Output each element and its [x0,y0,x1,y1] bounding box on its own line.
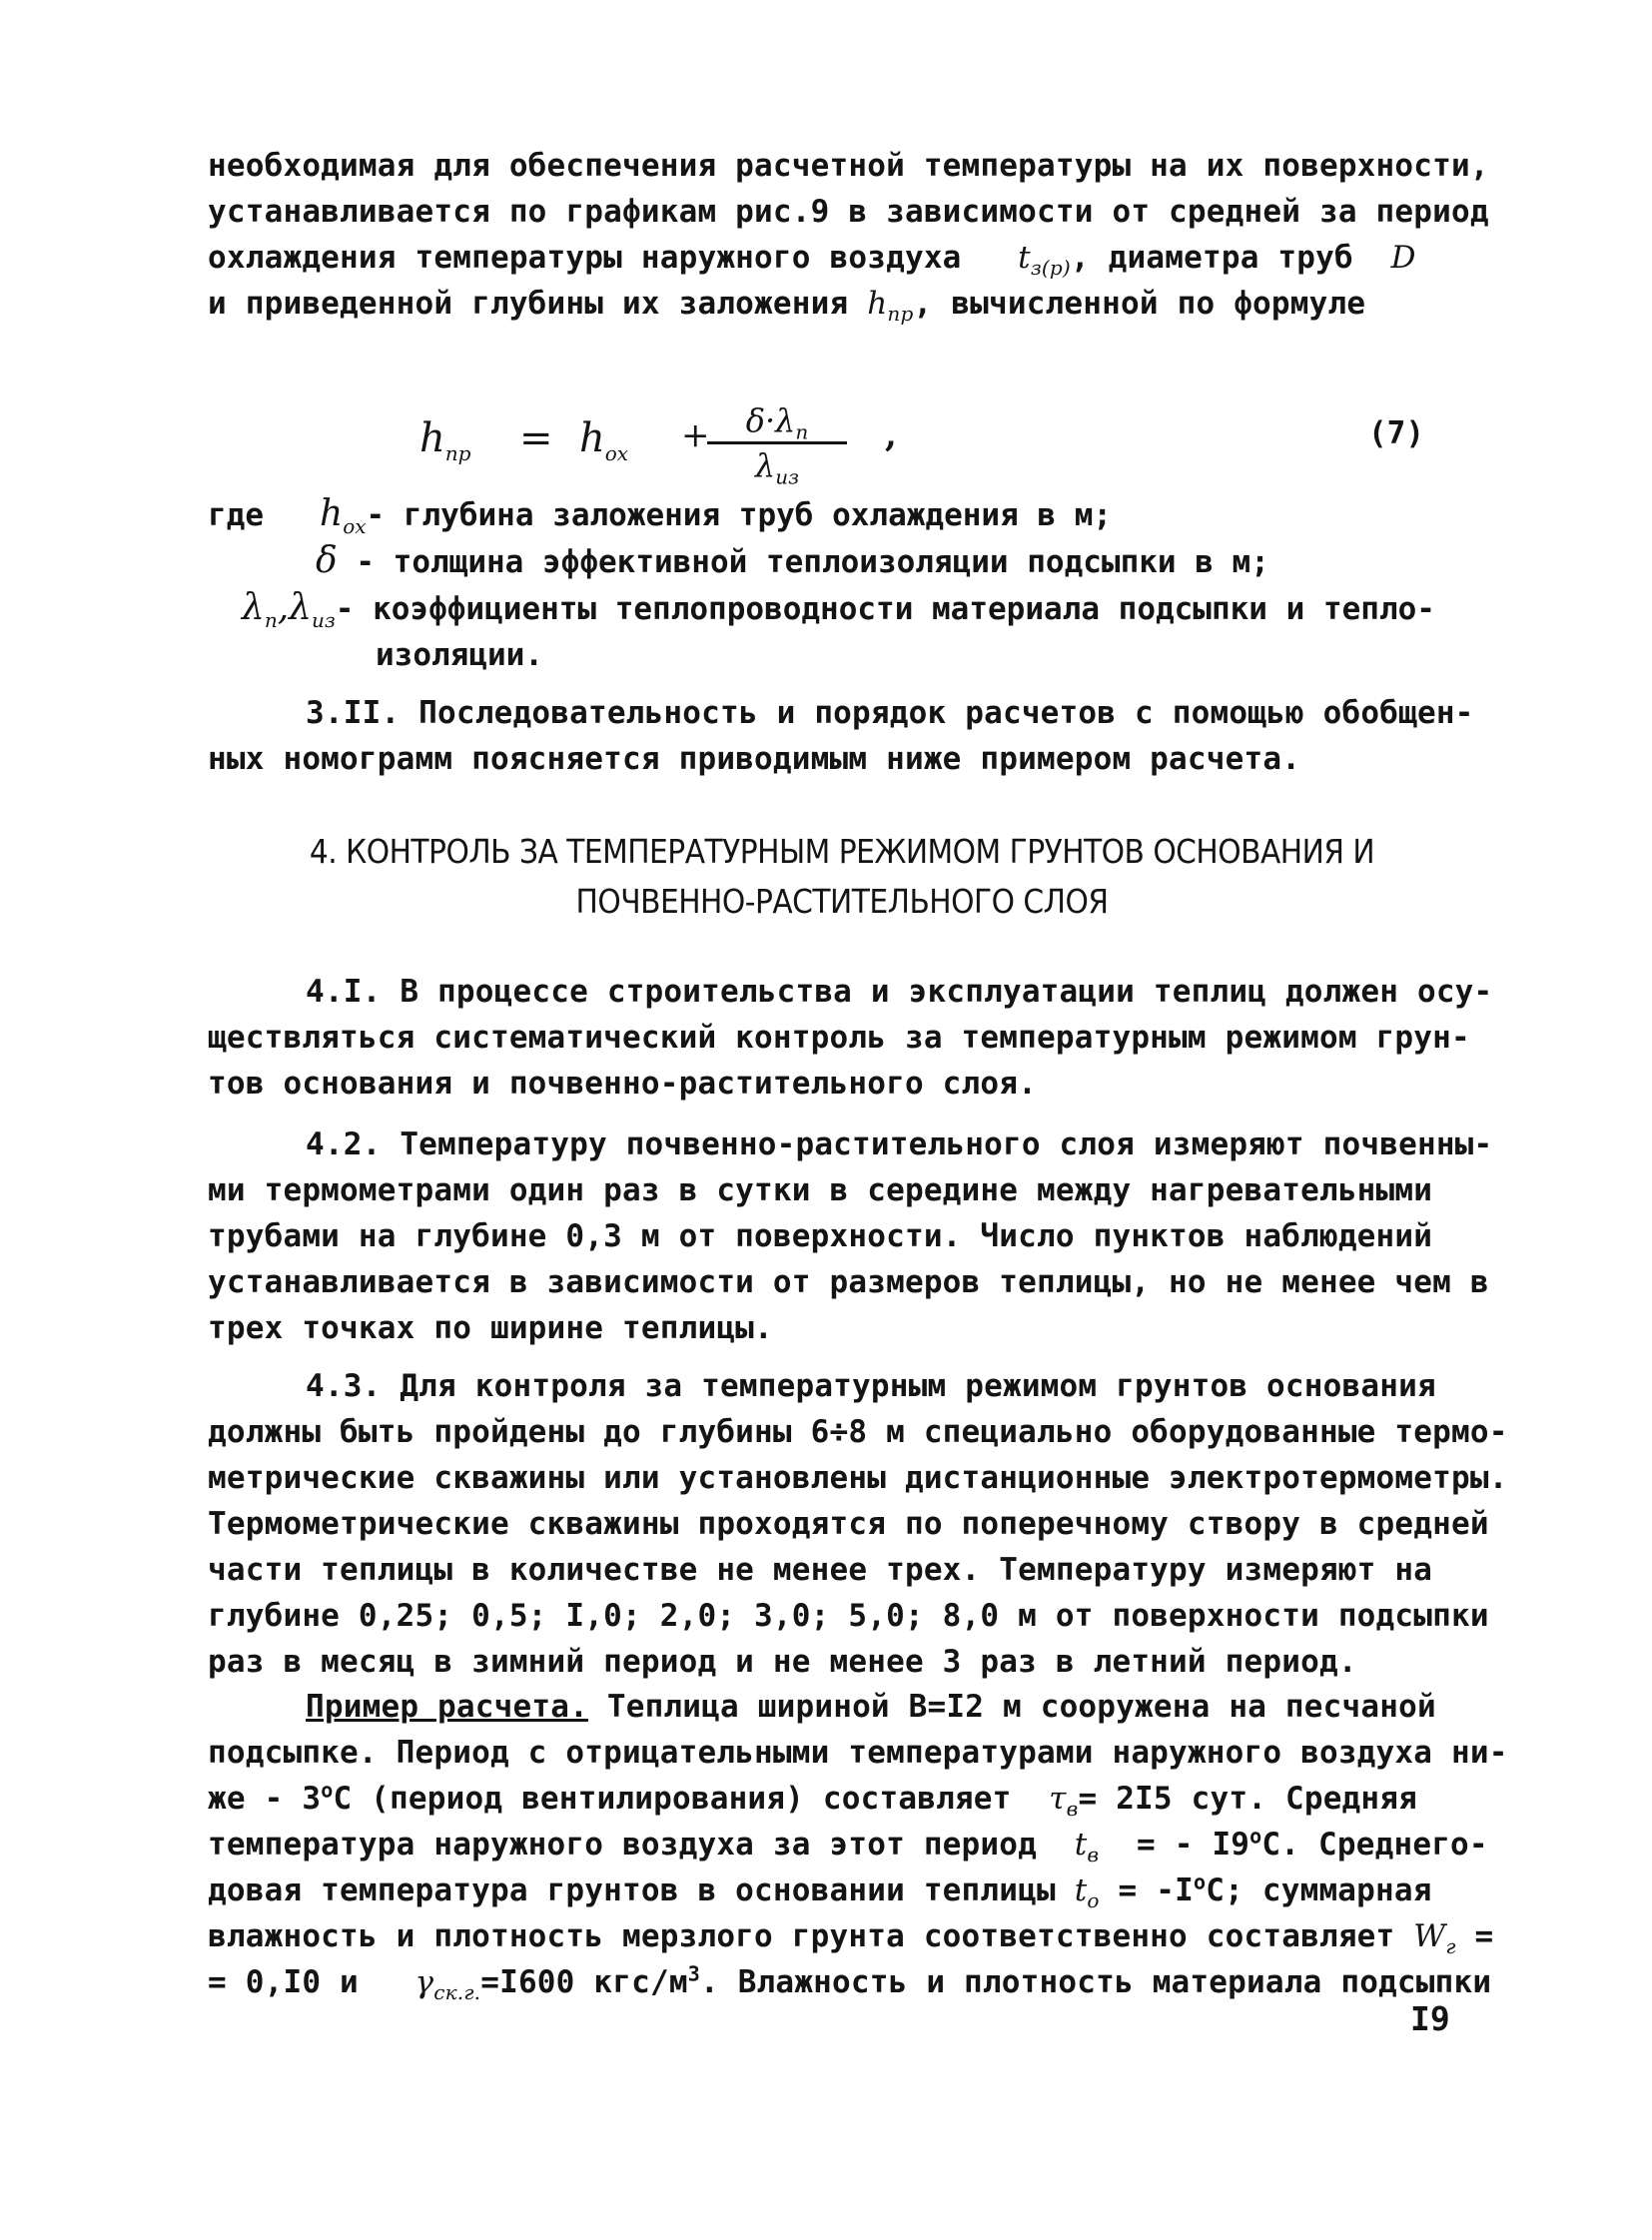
legend-symbol-2: δ [316,540,338,581]
legend-text-1: - глубина заложения труб охлаждения в м; [366,497,1113,533]
example-paragraph [208,1684,1508,2005]
p43-line-3: метрические скважины или установлены дистанционные электротермометры. [208,1460,1508,1496]
intro-line-4-text-b: , вычисленной по формуле [913,286,1366,322]
intro-paragraph [208,143,1489,327]
p42-line-3: трубами на глубине 0,3 м от поверхности. Число пунктов наблюдений [208,1218,1433,1254]
legend-item-3-cont: изоляции. [376,637,543,673]
legend-item-2 [208,538,1476,585]
paragraph-4-1 [208,969,1493,1107]
p42-line-1: 4.2. Температуру почвенно-растительного слоя измеряют почвенны- [306,1126,1493,1162]
symbol-t-o: $t_о$ [1074,1872,1100,1913]
formula-equals: = [519,415,553,461]
intro-line-3 [208,235,1476,281]
intro-line-4-text: и приведенной глубины их заложения [208,286,849,322]
symbol-gamma: $\gamma_{ск.г.}$ [414,1964,481,2005]
p41-line-3: тов основания и почвенно-растительного слоя. [208,1066,1037,1102]
p43-line-5: части теплицы в количестве не менее трех. Температуру измеряют на [208,1552,1433,1588]
symbol-t: $t_{з(р)}$ [1018,240,1071,281]
formula-comma: , [885,415,897,455]
heading-line-2: ПОЧВЕННО-РАСТИТЕЛЬНОГО СЛОЯ [575,882,1109,921]
p311-line-2: ных номограмм поясняется приводимым ниже примером расчета. [208,741,1301,777]
p41-line-2: ществляться систематический контроль за температурным режимом грун- [208,1020,1470,1056]
p43-line-4: Термометрические скважины проходятся по поперечному створу в средней [208,1506,1489,1542]
example-line-5: довая температура грунтов в основании теплицы $t_о = -I^оС$; суммарная [208,1869,1432,1913]
symbol-h-pr: $h_{пр}$ [867,286,914,327]
p42-line-5: трех точках по ширине теплицы. [208,1310,773,1346]
formula-numerator: $\delta\cdot\lambda_п$ [707,401,847,444]
legend-symbol-3: $\lambda_п,\lambda_{из}$ [242,587,336,633]
formula-lhs: $h_{пр}$ [419,415,471,465]
formula-term: $h_{ох}$ [579,415,629,465]
p43-line-6: глубине 0,25; 0,5; I,0; 2,0; 3,0; 5,0; 8,0 м от поверхности подсыпки [208,1598,1489,1634]
paragraph-4-2 [208,1121,1493,1351]
example-line-1 [208,1684,1476,1730]
symbol-tau: $\tau_в$ [1049,1781,1079,1822]
formula-7 [419,401,1478,491]
heading-line-1: 4. КОНТРОЛЬ ЗА ТЕМПЕРАТУРНЫМ РЕЖИМОМ ГРУНТОВ ОСНОВАНИЯ И [309,832,1375,871]
section-heading-4 [208,827,1476,927]
formula-denominator: $\lambda_{из}$ [754,446,800,489]
legend-item-1 [208,491,1476,538]
example-line-7: = 0,I0 и $\gamma_{ск.г.}=I600$ кгс/$м^3$. Влажность и плотность материала подсыпки [208,1961,1492,2005]
p43-line-1: 4.3. Для контроля за температурным режимом грунтов основания [306,1368,1436,1404]
symbol-w: $W_г$ [1413,1918,1456,1959]
p311-line-1: 3.II. Последовательность и порядок расчетов с помощью обобщен- [306,695,1474,731]
page-number: I9 [1410,1999,1450,2038]
intro-line-4 [208,281,1476,327]
example-line-6: влажность и плотность мерзлого грунта соответственно составляет $W_г$ = [208,1918,1494,1959]
example-line-1-text: Теплица шириной В=I2 м сооружена на песчаной [606,1689,1436,1725]
paragraph-4-3 [208,1363,1508,1685]
p42-line-2: ми термометрами один раз в сутки в середине между нагревательными [208,1172,1433,1208]
p41-line-1: 4.I. В процессе строительства и эксплуатации теплиц должен осу- [306,974,1493,1010]
example-label: Пример расчета. [306,1689,588,1725]
formula-fraction [707,401,847,489]
intro-line-3-text-b: , диаметра труб [1070,240,1353,276]
example-line-2: подсыпке. Период с отрицательными температурами наружного воздуха ни- [208,1735,1508,1771]
legend-where: где [208,497,264,533]
equation-number: (7) [1368,415,1424,451]
p43-line-7: раз в месяц в зимний период и не менее 3 раз в летний период. [208,1644,1357,1680]
formula-plus: + [681,415,710,455]
symbol-diameter: D [1390,240,1416,276]
p42-line-4: устанавливается в зависимости от размеров теплицы, но не менее чем в [208,1264,1489,1300]
p43-line-2: должны быть пройдены до глубины 6÷8 м специально оборудованные термо- [208,1414,1508,1450]
intro-line-3-text: охлаждения температуры наружного воздуха [208,240,962,276]
example-line-3: же - $3^оС$ (период вентилирования) составляет $\tau_в= 2I5$ сут. Средняя [208,1778,1418,1822]
paragraph-3-11 [208,690,1476,782]
example-line-4: температура наружного воздуха за этот период $t_в$ = - $I9^оС$. Среднего- [208,1824,1488,1867]
legend-text-2: - толщина эффективной теплоизоляции подсыпки в м; [356,544,1269,580]
symbol-t-v: $t_в$ [1074,1827,1100,1867]
formula-legend [208,491,1476,678]
legend-item-3 [208,585,1476,632]
legend-symbol-1: $h_{ох}$ [320,493,367,539]
intro-line-1: необходимая для обеспечения расчетной температуры на их поверхности, [208,148,1489,184]
intro-line-2: устанавливается по графикам рис.9 в зависимости от средней за период [208,194,1489,230]
legend-text-3: - коэффициенты теплопроводности материала подсыпки и тепло- [335,591,1435,627]
